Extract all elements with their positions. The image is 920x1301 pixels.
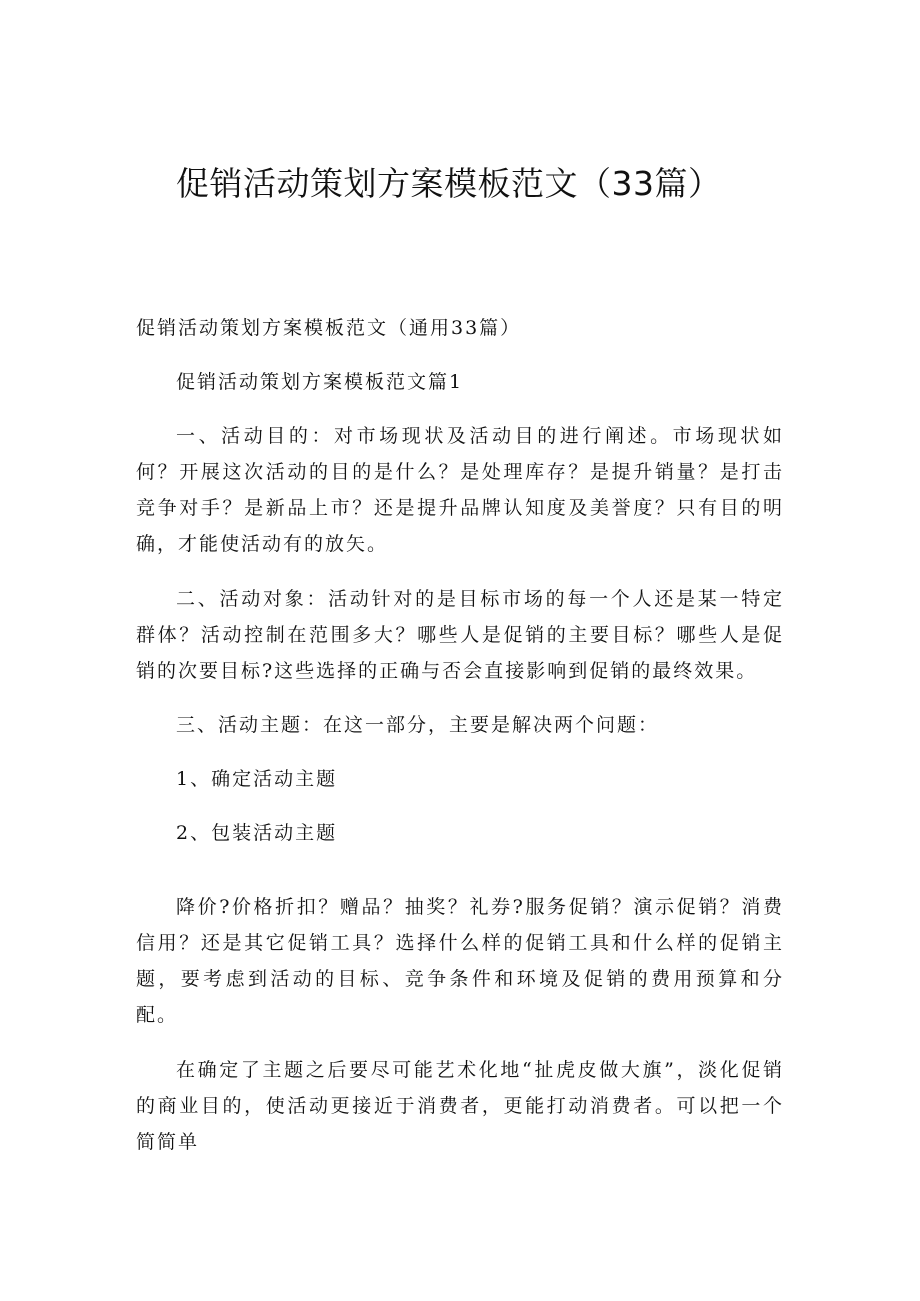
- document-body: [136, 310, 784, 1160]
- paragraph-purpose: 一、活动目的：对市场现状及活动目的进行阐述。市场现状如何？开展这次活动的目的是什么？是处理库存？是提升销量？是打击竞争对手？是新品上市？还是提升品牌认知度及美誉度？只有目的明确，才能使活动有的放矢。: [136, 425, 784, 555]
- paragraph-promotion-tools: 降价?价格折扣？赠品？抽奖？礼券?服务促销？演示促销？消费信用？还是其它促销工具？选择什么样的促销工具和什么样的促销主题，要考虑到活动的目标、竞争条件和环境及促销的费用预算和分配。: [136, 896, 784, 1026]
- paragraph-theme-intro: 三、活动主题：在这一部分，主要是解决两个问题：: [176, 714, 660, 736]
- paragraph-audience: 二、活动对象：活动针对的是目标市场的每一个人还是某一特定群体？活动控制在范围多大？哪些人是促销的主要目标？哪些人是促销的次要目标?这些选择的正确与否会直接影响到促销的最终效果。: [136, 588, 784, 682]
- section-heading: 促销活动策划方案模板范文篇1: [176, 371, 464, 393]
- document-subtitle: 促销活动策划方案模板范文（通用33篇）: [136, 317, 522, 339]
- list-item-confirm-theme: 1、确定活动主题: [176, 768, 338, 790]
- list-item-package-theme: 2、包装活动主题: [176, 822, 338, 844]
- paragraph-artistic-theme: 在确定了主题之后要尽可能艺术化地“扯虎皮做大旗”，淡化促销的商业目的，使活动更接近于消费者，更能打动消费者。可以把一个简简单: [136, 1059, 784, 1153]
- document-title: 促销活动策划方案模板范文（33篇）: [176, 164, 722, 203]
